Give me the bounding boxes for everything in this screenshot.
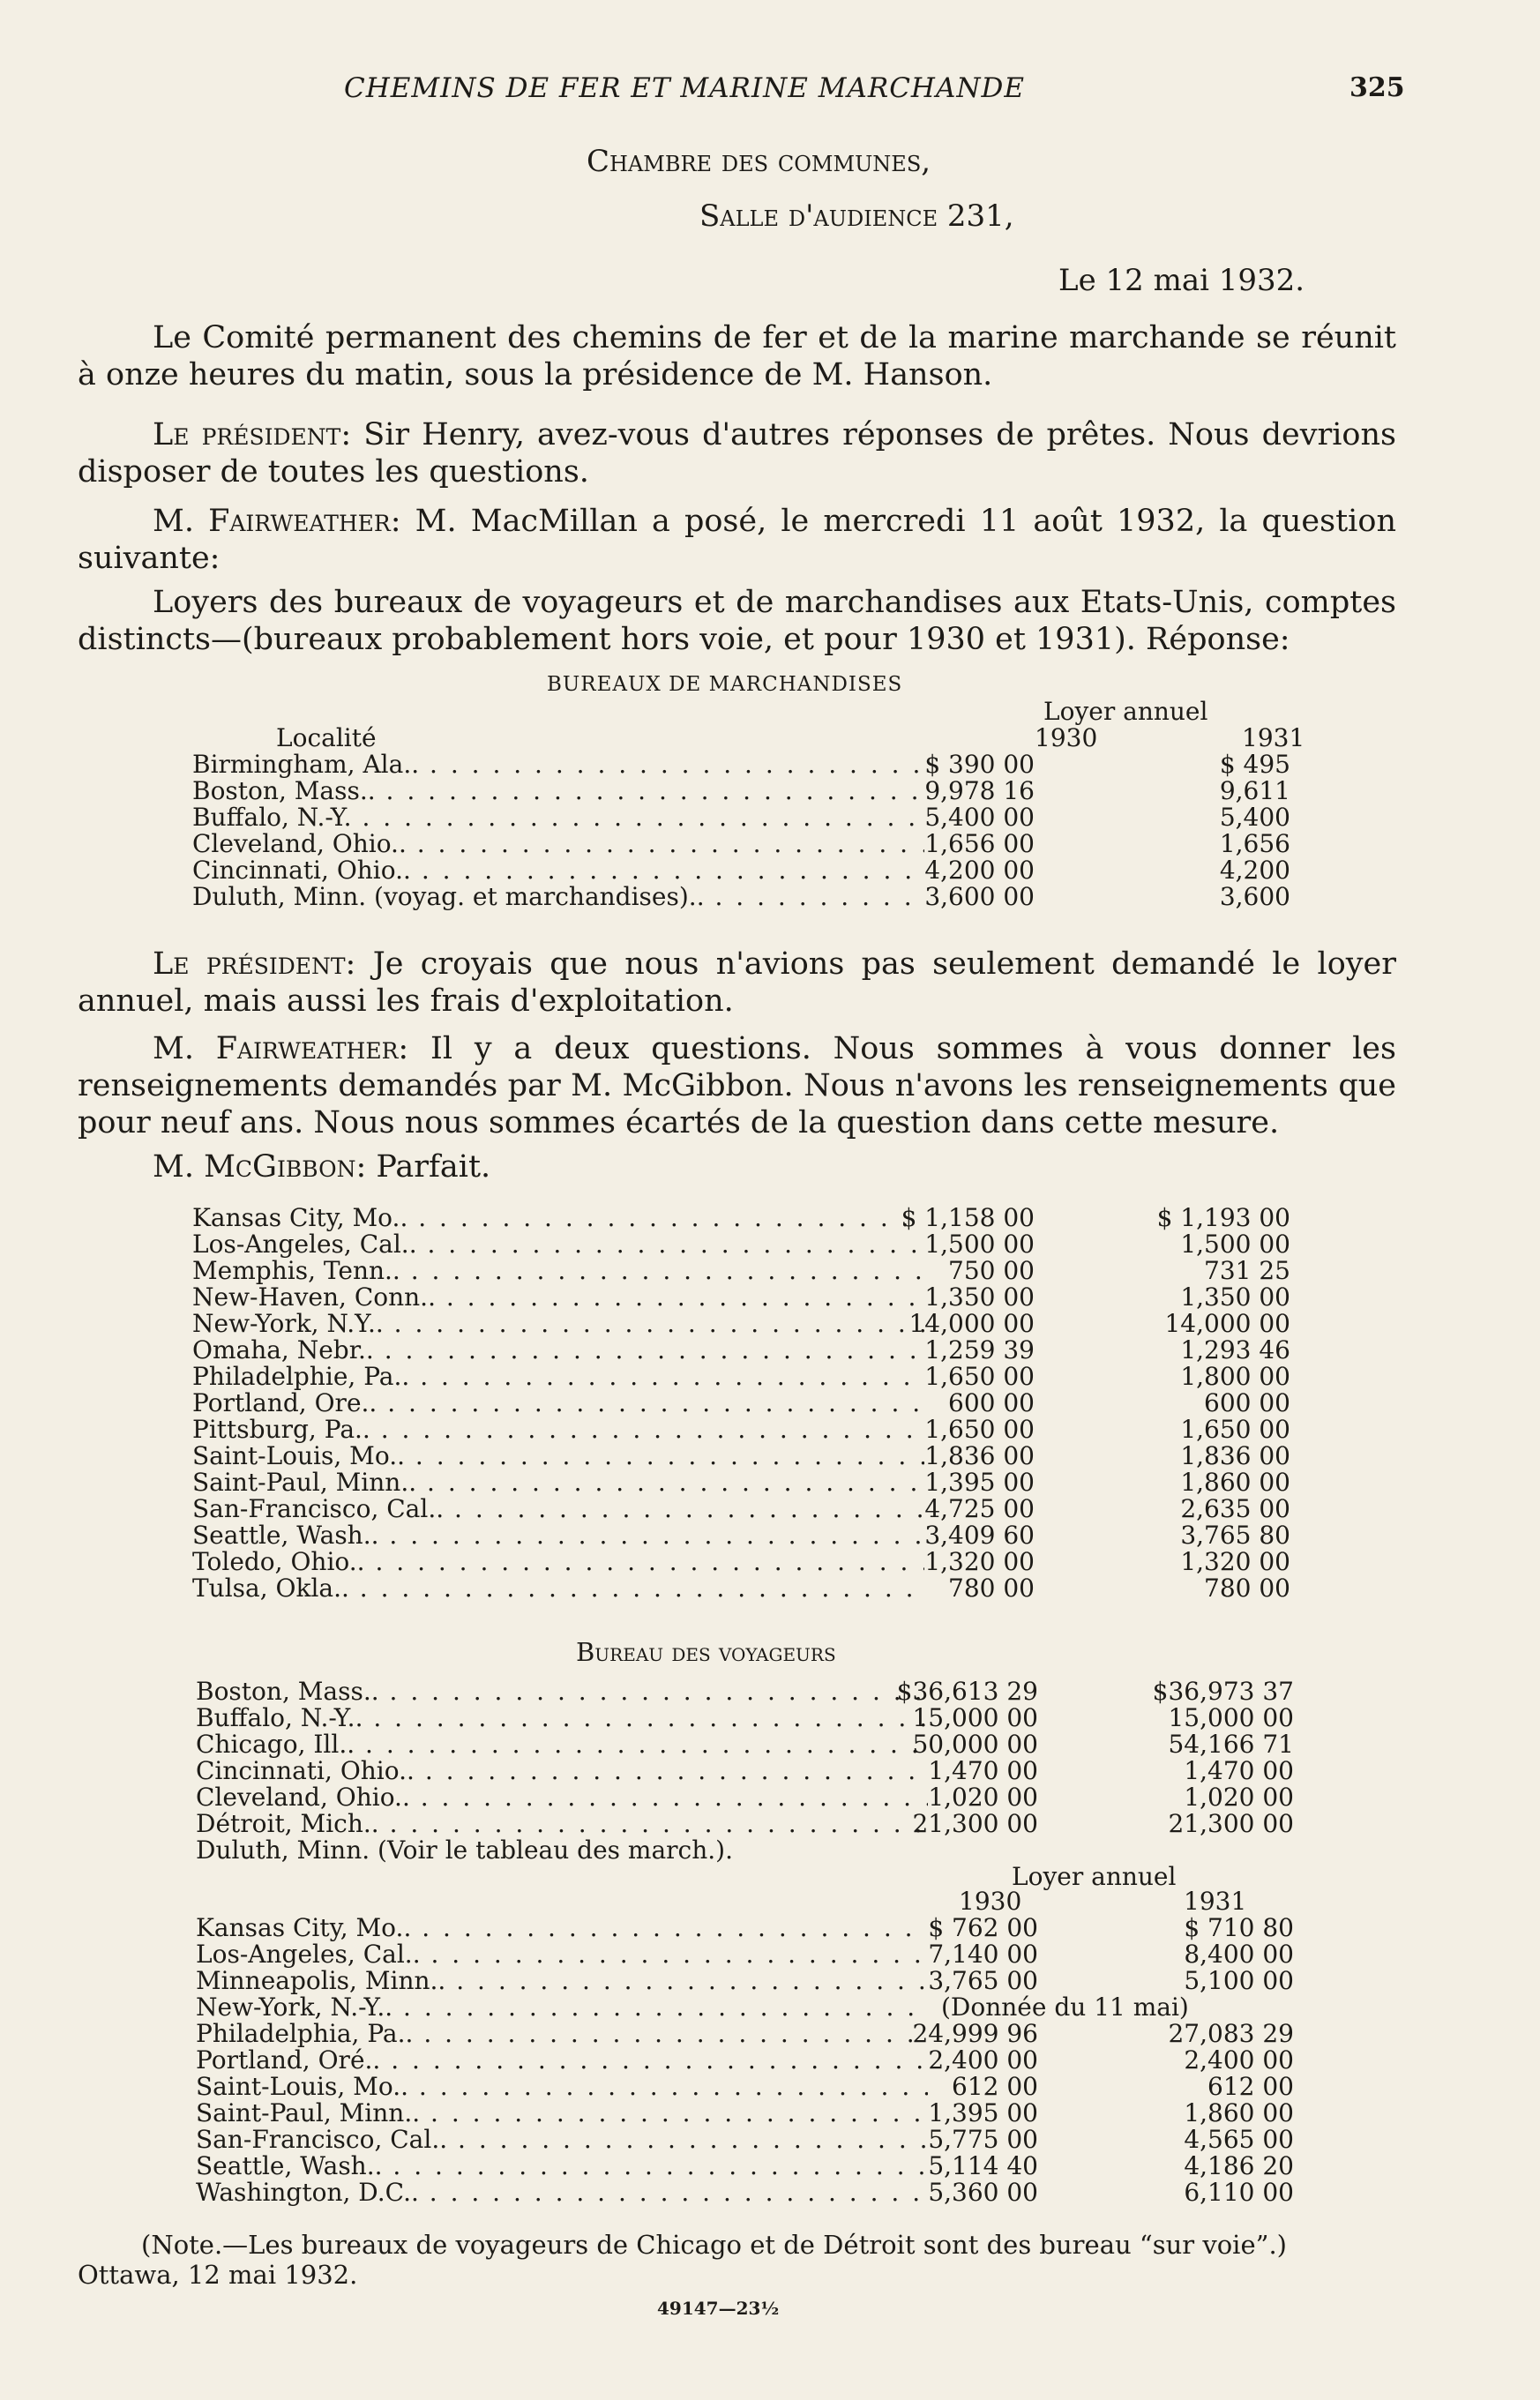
value-1930-cell: 1,259 39 bbox=[924, 1335, 1035, 1364]
locality-cell: Boston, Mass.. . . . bbox=[196, 1679, 928, 1705]
value-1931-cell: 780 00 bbox=[1204, 1574, 1290, 1603]
locality-cell: Los-Angeles, Cal.. . . . bbox=[192, 1231, 924, 1258]
paragraph-president-1 bbox=[78, 416, 1396, 490]
value-1930-cell: 4,725 00 bbox=[924, 1494, 1035, 1523]
value-1930-cell: 600 00 bbox=[948, 1388, 1035, 1417]
value-1930-cell: $36,613 29 bbox=[896, 1677, 1038, 1706]
table-header bbox=[196, 1864, 1294, 1890]
value-1931-cell: 54,166 71 bbox=[1168, 1730, 1294, 1759]
value-1931-cell: 1,500 00 bbox=[1180, 1230, 1290, 1259]
value-1931-cell: 612 00 bbox=[1207, 2072, 1294, 2101]
speaker-label: Le président: bbox=[153, 946, 356, 982]
table-row bbox=[192, 1284, 1290, 1311]
locality-cell: Cincinnati, Ohio.. . . . bbox=[196, 1758, 928, 1784]
paragraph-fairweather-2 bbox=[78, 1030, 1396, 1141]
table-row bbox=[192, 1311, 1290, 1337]
value-1930-cell: 1,650 00 bbox=[924, 1362, 1035, 1391]
value-1930-cell: 1,500 00 bbox=[924, 1230, 1035, 1259]
paragraph-opening: Le Comité permanent des chemins de fer et de la marine marchande se réunit à onze heures du matin, sous la présidence de M. Hanson. bbox=[78, 320, 1396, 393]
table-row bbox=[192, 1417, 1290, 1443]
locality-cell: Saint-Paul, Minn.. . . . bbox=[196, 2100, 928, 2127]
duluth-row bbox=[196, 1837, 1294, 1864]
value-1931-cell: 1,650 00 bbox=[1180, 1415, 1290, 1444]
paragraph-fairweather-1 bbox=[78, 503, 1396, 577]
closing-line: Ottawa, 12 mai 1932. bbox=[78, 2260, 358, 2290]
locality-cell: Saint-Paul, Minn.. . . . bbox=[192, 1469, 924, 1496]
table-row bbox=[192, 1549, 1290, 1575]
locality-cell: Chicago, Ill.. . . . bbox=[196, 1731, 928, 1758]
value-1931-cell: 8,400 00 bbox=[1184, 1940, 1294, 1969]
value-1931-cell: $ 710 80 bbox=[1184, 1913, 1294, 1942]
value-1931-cell: 1,293 46 bbox=[1180, 1335, 1290, 1364]
table-row bbox=[192, 1258, 1290, 1284]
freight-table-continued bbox=[192, 1205, 1290, 1602]
value-1930-cell: 3,600 00 bbox=[924, 882, 1035, 911]
value-1931-cell: 4,565 00 bbox=[1184, 2125, 1294, 2154]
value-1931-cell: 5,400 bbox=[1219, 803, 1290, 832]
table-row bbox=[196, 2021, 1294, 2047]
table-row bbox=[192, 1205, 1290, 1231]
paragraph-mcgibbon bbox=[78, 1148, 1396, 1185]
value-1931-cell: 1,320 00 bbox=[1180, 1547, 1290, 1576]
value-1930-cell: 7,140 00 bbox=[928, 1940, 1038, 1969]
locality-cell: Philadelphie, Pa.. . . . bbox=[192, 1364, 924, 1390]
paragraph-president-2 bbox=[78, 946, 1396, 1020]
table-row bbox=[192, 884, 1290, 910]
printer-mark: 49147—23½ bbox=[657, 2298, 780, 2319]
table-row bbox=[196, 1915, 1294, 1941]
value-1931-cell: 3,765 80 bbox=[1180, 1521, 1290, 1550]
value-1931-cell: 1,860 00 bbox=[1180, 1468, 1290, 1497]
value-1931-cell: 1,470 00 bbox=[1184, 1756, 1294, 1785]
table-row bbox=[192, 857, 1290, 884]
col-group-label: Loyer annuel bbox=[1012, 1862, 1177, 1891]
freight-table bbox=[192, 697, 1305, 911]
value-1931-cell: 5,100 00 bbox=[1184, 1966, 1294, 1995]
value-1931-cell: 15,000 00 bbox=[1168, 1703, 1294, 1732]
value-1931-cell: 1,860 00 bbox=[1184, 2098, 1294, 2127]
speech-text: Parfait. bbox=[376, 1149, 491, 1185]
locality-cell: Saint-Louis, Mo.. . . . bbox=[196, 2074, 928, 2100]
table-caption-freight: BUREAUX DE MARCHANDISES bbox=[547, 673, 903, 696]
table-row bbox=[196, 1941, 1294, 1968]
col-1931-label: 1931 bbox=[1184, 1887, 1247, 1916]
speaker-label: Le président: bbox=[153, 417, 352, 452]
value-1931-cell: $36,973 37 bbox=[1152, 1677, 1294, 1706]
running-header: CHEMINS DE FER ET MARINE MARCHANDE bbox=[344, 72, 1025, 104]
locality-cell: Philadelphia, Pa.. . . . bbox=[196, 2021, 928, 2047]
value-1931-cell: 2,635 00 bbox=[1180, 1494, 1290, 1523]
table-row bbox=[196, 2100, 1294, 2127]
table-row bbox=[192, 1496, 1290, 1522]
value-1931-cell: 21,300 00 bbox=[1168, 1809, 1294, 1838]
value-1931-cell: 2,400 00 bbox=[1184, 2045, 1294, 2075]
table-row bbox=[196, 1679, 1294, 1705]
paragraph-question: Loyers des bureaux de voyageurs et de marchandises aux Etats-Unis, comptes distincts—(bureaux probablement hors voie, et pour 1930 et 1931). Réponse: bbox=[78, 585, 1396, 657]
value-1930-cell: 4,200 00 bbox=[924, 856, 1035, 885]
table-row bbox=[196, 1731, 1294, 1758]
table-row bbox=[196, 2179, 1294, 2206]
locality-cell: Portland, Ore.. . . . bbox=[192, 1390, 924, 1417]
passenger-table bbox=[196, 1679, 1294, 2206]
value-1930-cell: 5,360 00 bbox=[928, 2178, 1038, 2207]
value-1930-cell: 1,020 00 bbox=[928, 1783, 1038, 1812]
table-header bbox=[192, 723, 1305, 752]
locality-cell: Pittsburg, Pa.. . . . bbox=[192, 1417, 924, 1443]
value-1930-cell: 5,775 00 bbox=[928, 2125, 1038, 2154]
value-1930-cell: 24,999 96 bbox=[912, 2019, 1038, 2048]
value-1931-cell: $ 1,193 00 bbox=[1156, 1203, 1290, 1232]
col-locality-label: Localité bbox=[276, 723, 377, 752]
table-row bbox=[192, 804, 1290, 831]
value-1930-cell: 612 00 bbox=[952, 2072, 1038, 2101]
value-1931-cell: 731 25 bbox=[1204, 1256, 1290, 1285]
locality-cell: Portland, Oré.. . . . bbox=[196, 2047, 928, 2074]
value-1930-cell: 50,000 00 bbox=[912, 1730, 1038, 1759]
locality-cell: Minneapolis, Minn.. . . . bbox=[196, 1968, 928, 1994]
page-number: 325 bbox=[1349, 72, 1405, 103]
locality-cell: San-Francisco, Cal.. . . . bbox=[196, 2127, 928, 2153]
value-1930-cell: $ 1,158 00 bbox=[901, 1203, 1035, 1232]
value-1930-cell: $ 762 00 bbox=[928, 1913, 1038, 1942]
value-1931-cell: 4,200 bbox=[1219, 856, 1290, 885]
table-row bbox=[192, 1522, 1290, 1549]
value-1930-cell: 15,000 00 bbox=[912, 1703, 1038, 1732]
locality-cell: San-Francisco, Cal.. . . . bbox=[192, 1496, 924, 1522]
locality-cell: Buffalo, N.-Y. . . . bbox=[192, 804, 924, 831]
table-row bbox=[192, 1443, 1290, 1469]
table-note: (Note.—Les bureaux de voyageurs de Chicago et de Détroit sont des bureau “sur voie”.) bbox=[141, 2230, 1287, 2260]
value-1930-cell: 1,395 00 bbox=[924, 1468, 1035, 1497]
value-1931-cell: $ 495 bbox=[1219, 750, 1290, 779]
heading-chamber: Chambre des communes, bbox=[587, 144, 931, 179]
locality-cell: Boston, Mass.. . . . bbox=[192, 778, 924, 804]
table-row bbox=[196, 1784, 1294, 1811]
locality-cell: Toledo, Ohio.. . . . bbox=[192, 1549, 924, 1575]
value-1930-cell: 5,400 00 bbox=[924, 803, 1035, 832]
table-row bbox=[196, 1705, 1294, 1731]
value-1931-cell: 1,800 00 bbox=[1180, 1362, 1290, 1391]
col-1930-label: 1930 bbox=[959, 1887, 1022, 1916]
table-row bbox=[192, 1575, 1290, 1602]
value-1931-cell: 4,186 20 bbox=[1184, 2151, 1294, 2180]
value-1931-cell: 6,110 00 bbox=[1184, 2178, 1294, 2207]
locality-cell: Kansas City, Mo.. . . . bbox=[196, 1915, 928, 1941]
table-header bbox=[192, 699, 1290, 725]
locality-cell: Washington, D.C.. . . . bbox=[196, 2179, 928, 2206]
value-1930-cell: 780 00 bbox=[948, 1574, 1035, 1603]
value-1930-cell: 1,320 00 bbox=[924, 1547, 1035, 1576]
table-row bbox=[196, 2074, 1294, 2100]
speech-text: M. MacMillan a posé, le mercredi 11 août 1932, la question suivante: bbox=[78, 504, 1396, 576]
heading-room: Salle d'audience 231, bbox=[699, 198, 1014, 234]
col-group-label: Loyer annuel bbox=[1043, 697, 1208, 726]
locality-cell: Memphis, Tenn.. . . . bbox=[192, 1258, 924, 1284]
heading-date: Le 12 mai 1932. bbox=[1058, 263, 1305, 298]
table-caption-passenger: Bureau des voyageurs bbox=[576, 1637, 836, 1667]
value-1931-cell: 3,600 bbox=[1219, 882, 1290, 911]
table-row bbox=[192, 778, 1290, 804]
duluth-note: Duluth, Minn. (Voir le tableau des march.). bbox=[196, 1836, 733, 1865]
speaker-label: M. Fairweather: bbox=[153, 504, 401, 539]
locality-cell: Los-Angeles, Cal.. . . . bbox=[196, 1941, 928, 1968]
locality-cell: Détroit, Mich.. . . . bbox=[196, 1811, 928, 1837]
col-1930-label: 1930 bbox=[1035, 723, 1098, 752]
speaker-label: M. McGibbon: bbox=[153, 1149, 367, 1185]
locality-cell: New-York, N.Y.. . . . bbox=[192, 1311, 924, 1337]
value-1930-cell: 21,300 00 bbox=[912, 1809, 1038, 1838]
locality-cell: Saint-Louis, Mo.. . . . bbox=[192, 1443, 924, 1469]
table-row bbox=[196, 1968, 1294, 1994]
value-1931-cell: 1,350 00 bbox=[1180, 1282, 1290, 1312]
note-cell: (Donnée du 11 mai) bbox=[941, 1993, 1189, 2022]
table-row bbox=[196, 1811, 1294, 1837]
value-1930-cell: 5,114 40 bbox=[928, 2151, 1038, 2180]
speech-text: Je croyais que nous n'avions pas seulement demandé le loyer annuel, mais aussi les frais d'exploitation. bbox=[78, 946, 1396, 1019]
locality-cell: Cincinnati, Ohio.. . . . bbox=[192, 857, 924, 884]
locality-cell: Duluth, Minn. (voyag. et marchandises).. . . . bbox=[192, 884, 924, 910]
locality-cell: Cleveland, Ohio.. . . . bbox=[196, 1784, 928, 1811]
table-header bbox=[196, 1887, 1294, 1916]
table-row bbox=[196, 1758, 1294, 1784]
value-1931-cell: 14,000 00 bbox=[1164, 1309, 1290, 1338]
table-row bbox=[196, 2047, 1294, 2074]
locality-cell: Birmingham, Ala.. . . . bbox=[192, 751, 924, 778]
value-1931-cell: 1,836 00 bbox=[1180, 1441, 1290, 1470]
value-1931-cell: 1,020 00 bbox=[1184, 1783, 1294, 1812]
table-row bbox=[192, 751, 1290, 778]
locality-cell: Seattle, Wash.. . . . bbox=[192, 1522, 924, 1549]
value-1931-cell: 9,611 bbox=[1219, 776, 1290, 805]
table-row bbox=[192, 1390, 1290, 1417]
locality-cell: Kansas City, Mo.. . . . bbox=[192, 1205, 924, 1231]
value-1930-cell: 1,470 00 bbox=[928, 1756, 1038, 1785]
value-1930-cell: 750 00 bbox=[948, 1256, 1035, 1285]
table-row bbox=[192, 1364, 1290, 1390]
locality-cell: Tulsa, Okla.. . . . bbox=[192, 1575, 924, 1602]
col-1931-label: 1931 bbox=[1242, 723, 1305, 752]
value-1930-cell: 3,409 60 bbox=[924, 1521, 1035, 1550]
locality-cell: Seattle, Wash.. . . . bbox=[196, 2153, 928, 2179]
table-row bbox=[196, 2153, 1294, 2179]
locality-cell: Cleveland, Ohio.. . . . bbox=[192, 831, 924, 857]
locality-cell: Buffalo, N.-Y.. . . . bbox=[196, 1705, 928, 1731]
value-1930-cell: 14,000 00 bbox=[908, 1309, 1035, 1338]
value-1930-cell: 3,765 00 bbox=[928, 1966, 1038, 1995]
locality-cell: New-York, N.-Y.. . . . bbox=[196, 1994, 928, 2021]
value-1930-cell: 9,978 16 bbox=[924, 776, 1035, 805]
speech-text: Sir Henry, avez-vous d'autres réponses de prêtes. Nous devrions disposer de toutes les questions. bbox=[78, 417, 1396, 490]
table-row bbox=[196, 1994, 1294, 2021]
speaker-label: M. Fairweather: bbox=[153, 1031, 409, 1066]
table-row bbox=[192, 831, 1290, 857]
locality-cell: New-Haven, Conn.. . . . bbox=[192, 1284, 924, 1311]
value-1930-cell: 2,400 00 bbox=[928, 2045, 1038, 2075]
table-row bbox=[192, 1469, 1290, 1496]
value-1931-cell: 1,656 bbox=[1219, 829, 1290, 858]
value-1930-cell: 1,395 00 bbox=[928, 2098, 1038, 2127]
value-1931-cell: 600 00 bbox=[1204, 1388, 1290, 1417]
value-1930-cell: 1,350 00 bbox=[924, 1282, 1035, 1312]
table-row bbox=[196, 2127, 1294, 2153]
value-1930-cell: 1,650 00 bbox=[924, 1415, 1035, 1444]
value-1931-cell: 27,083 29 bbox=[1168, 2019, 1294, 2048]
speech-text: Il y a deux questions. Nous sommes à vous donner les renseignements demandés par M. McGibbon. Nous n'avons les renseignements que pour neuf ans. Nous nous sommes écartés de la question dans cette mesure. bbox=[78, 1031, 1396, 1140]
value-1930-cell: 1,656 00 bbox=[924, 829, 1035, 858]
value-1930-cell: $ 390 00 bbox=[924, 750, 1035, 779]
locality-cell: Omaha, Nebr.. . . . bbox=[192, 1337, 924, 1364]
value-1930-cell: 1,836 00 bbox=[924, 1441, 1035, 1470]
table-row bbox=[192, 1337, 1290, 1364]
table-row bbox=[192, 1231, 1290, 1258]
